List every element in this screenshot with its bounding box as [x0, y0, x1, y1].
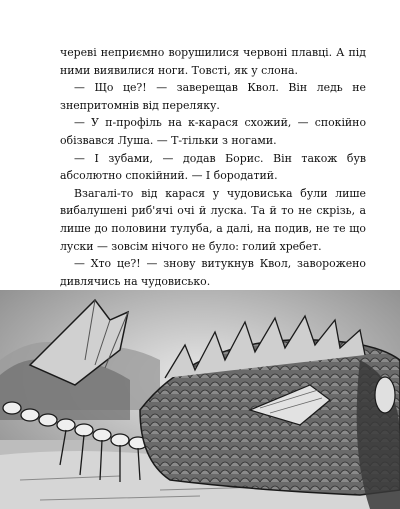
paragraph: — І зубами, — додав Борис. Він також був абсолютно спокійний. — І бородатий. [60, 151, 366, 183]
paragraph: — Що це?! — заверещав Квол. Він ледь не знепритомнів від переляку. [60, 81, 366, 112]
story-text [60, 44, 366, 290]
paragraph: череві неприємно ворушилися червоні плавці. А під ними виявилися ноги. Товсті, як у слона. [60, 46, 366, 77]
paragraph: Взагалі-то від карася у чудовиська були лише вибалушені риб'ячі очі й луска. Та й то не скрізь, а лише до половини тулуба, а далі, на подив, не те що луски — зовсім нічого не було: голий хребет. [60, 186, 366, 253]
monster-illustration [0, 290, 400, 509]
paragraph: — У п-профіль на к-карася схожий, — спокійно обізвався Луша. — Т-тільки з ногами. [60, 116, 366, 147]
paragraph: — Хто це?! — знову витукнув Квол, заворожено дивлячись на чудовисько. [60, 257, 366, 288]
